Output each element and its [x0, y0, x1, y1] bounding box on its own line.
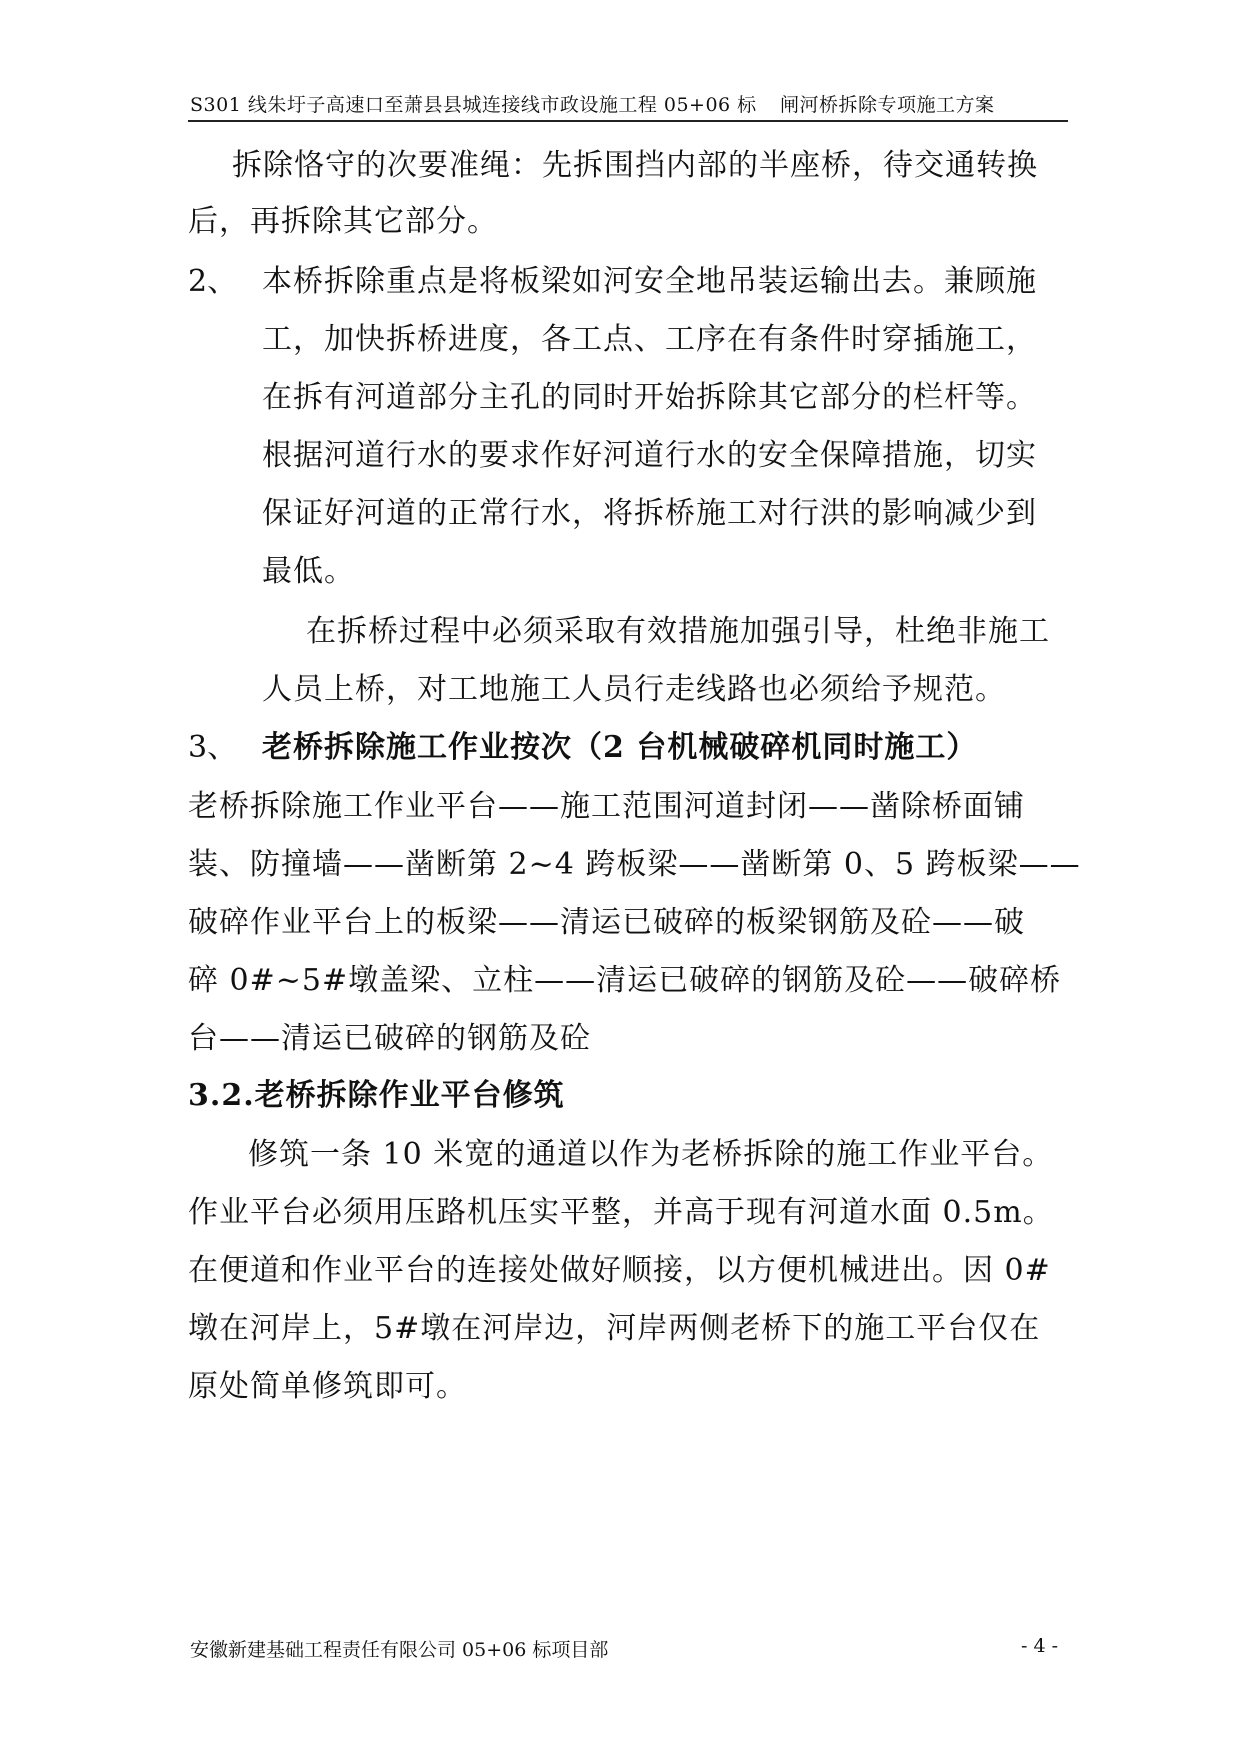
sequence-line-3: 破碎作业平台上的板梁——清运已破碎的板梁钢筋及砼——破: [188, 905, 1025, 940]
page-number: - 4 -: [1020, 1635, 1058, 1657]
sequence-line-1: 老桥拆除施工作业平台——施工范围河道封闭——凿除桥面铺: [188, 789, 1025, 824]
item-2-paragraph-2-line-1: 在拆桥过程中必须采取有效措施加强引导，杜绝非施工: [306, 614, 1050, 649]
paragraph-3-line-2: 作业平台必须用压路机压实平整，并高于现有河道水面 0.5m。: [188, 1195, 1054, 1230]
paragraph-3-line-4: 墩在河岸上，5#墩在河岸边，河岸两侧老桥下的施工平台仅在: [188, 1311, 1041, 1346]
paragraph-3-line-3: 在便道和作业平台的连接处做好顺接，以方便机械进出。因 0#: [188, 1253, 1051, 1288]
header-rule: [188, 120, 1068, 122]
header-project-title: S301 线朱圩子高速口至萧县县城连接线市政设施工程 05+06 标: [190, 94, 757, 116]
item-2-line-5: 保证好河道的正常行水，将拆桥施工对行洪的影响减少到: [262, 496, 1037, 531]
item-2-number: 2、: [188, 264, 238, 299]
sequence-line-2: 装、防撞墙——凿断第 2~4 跨板梁——凿断第 0、5 跨板梁——: [188, 847, 1081, 882]
item-2-line-1: 本桥拆除重点是将板梁如河安全地吊装运输出去。兼顾施: [262, 264, 1037, 299]
sequence-line-4: 碎 0#~5#墩盖梁、立柱——清运已破碎的钢筋及砼——破碎桥: [188, 963, 1062, 998]
item-2-line-3: 在拆有河道部分主孔的同时开始拆除其它部分的栏杆等。: [262, 380, 1037, 415]
item-2-line-2: 工，加快拆桥进度，各工点、工序在有条件时穿插施工，: [262, 322, 1037, 357]
item-2-paragraph-2-line-2: 人员上桥，对工地施工人员行走线路也必须给予规范。: [262, 672, 1006, 707]
item-2-line-4: 根据河道行水的要求作好河道行水的安全保障措施，切实: [262, 438, 1037, 473]
paragraph-1-line-2: 后，再拆除其它部分。: [188, 204, 498, 239]
item-3-number: 3、: [188, 730, 238, 765]
page-header: [188, 86, 1068, 116]
sequence-line-5: 台——清运已破碎的钢筋及砼: [188, 1021, 591, 1056]
item-3-heading: 老桥拆除施工作业按次（2 台机械破碎机同时施工）: [262, 730, 978, 765]
paragraph-3-line-1: 修筑一条 10 米宽的通道以作为老桥拆除的施工作业平台。: [248, 1137, 1054, 1172]
item-2-line-6: 最低。: [262, 554, 355, 589]
paragraph-1-line-1: 拆除恪守的次要准绳：先拆围挡内部的半座桥，待交通转换: [232, 148, 1038, 183]
footer-company: 安徽新建基础工程责任有限公司 05+06 标项目部: [190, 1639, 609, 1661]
section-3-2-heading: 3.2.老桥拆除作业平台修筑: [188, 1078, 565, 1113]
header-document-title: 闸河桥拆除专项施工方案: [780, 94, 995, 116]
paragraph-3-line-5: 原处简单修筑即可。: [188, 1369, 467, 1404]
